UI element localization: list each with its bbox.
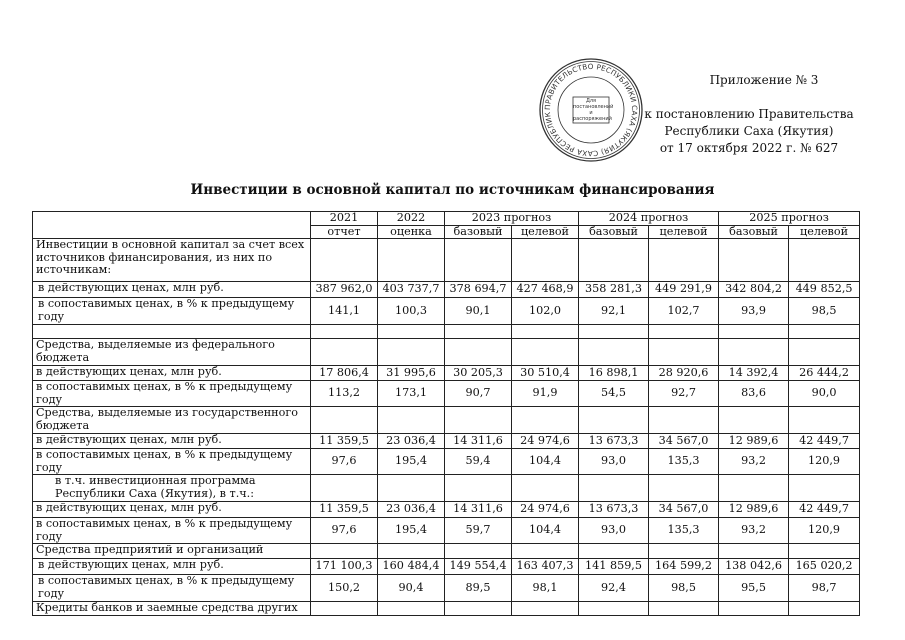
header-row-years	[33, 212, 860, 226]
value-cell: 28 920,6	[649, 366, 719, 381]
value-cell: 98,5	[649, 575, 719, 602]
official-seal	[538, 57, 644, 163]
value-cell	[311, 325, 378, 339]
value-cell: 104,4	[512, 518, 579, 544]
header-report: отчет	[311, 225, 378, 239]
value-cell: 98,1	[512, 575, 579, 602]
value-cell: 98,7	[789, 575, 860, 602]
table-row	[33, 282, 860, 298]
table-row	[33, 449, 860, 475]
value-cell	[378, 325, 445, 339]
value-cell	[719, 339, 789, 366]
value-cell	[311, 239, 378, 282]
value-cell	[789, 407, 860, 434]
value-cell: 171 100,3	[311, 559, 378, 575]
header-2025: 2025 прогноз	[719, 212, 860, 226]
value-cell	[445, 407, 512, 434]
value-cell: 100,3	[378, 298, 445, 325]
value-cell	[378, 602, 445, 616]
header-target-2023: целевой	[512, 225, 579, 239]
value-cell: 26 444,2	[789, 366, 860, 381]
value-cell: 149 554,4	[445, 559, 512, 575]
value-cell: 92,7	[649, 381, 719, 407]
value-cell	[445, 239, 512, 282]
value-cell: 387 962,0	[311, 282, 378, 298]
value-cell	[649, 325, 719, 339]
row-label: Инвестиции в основной капитал за счет всех источников финансирования, из них по источникам:	[33, 239, 311, 282]
value-cell: 31 995,6	[378, 366, 445, 381]
value-cell	[445, 325, 512, 339]
value-cell	[378, 475, 445, 502]
value-cell: 104,4	[512, 449, 579, 475]
value-cell	[719, 475, 789, 502]
value-cell: 14 311,6	[445, 502, 512, 518]
document-title: Инвестиции в основной капитал по источникам финансирования	[190, 182, 715, 198]
value-cell: 141,1	[311, 298, 378, 325]
value-cell	[311, 475, 378, 502]
value-cell: 113,2	[311, 381, 378, 407]
value-cell	[789, 602, 860, 616]
table-row	[33, 434, 860, 449]
value-cell: 173,1	[378, 381, 445, 407]
appendix-republic: Республики Саха (Якутия)	[664, 124, 834, 138]
row-label: в действующих ценах, млн руб.	[33, 502, 311, 518]
value-cell: 135,3	[649, 518, 719, 544]
header-estimate: оценка	[378, 225, 445, 239]
value-cell	[789, 475, 860, 502]
value-cell: 160 484,4	[378, 559, 445, 575]
row-label: в т.ч. инвестиционная программа Республики Саха (Якутия), в т.ч.:	[33, 475, 311, 502]
value-cell	[311, 602, 378, 616]
value-cell: 102,0	[512, 298, 579, 325]
value-cell: 97,6	[311, 518, 378, 544]
header-target-2025: целевой	[789, 225, 860, 239]
value-cell: 120,9	[789, 449, 860, 475]
value-cell	[512, 407, 579, 434]
value-cell	[789, 239, 860, 282]
value-cell: 12 989,6	[719, 502, 789, 518]
value-cell	[512, 239, 579, 282]
value-cell: 83,6	[719, 381, 789, 407]
value-cell: 17 806,4	[311, 366, 378, 381]
value-cell	[789, 325, 860, 339]
table-row	[33, 602, 860, 616]
value-cell: 30 510,4	[512, 366, 579, 381]
value-cell	[719, 239, 789, 282]
value-cell	[311, 407, 378, 434]
row-label: в действующих ценах, млн руб.	[33, 559, 311, 575]
value-cell: 16 898,1	[579, 366, 649, 381]
value-cell	[512, 475, 579, 502]
value-cell	[649, 475, 719, 502]
value-cell: 358 281,3	[579, 282, 649, 298]
table-body	[33, 239, 860, 616]
table-row	[33, 559, 860, 575]
row-label: в сопоставимых ценах, в % к предыдущему году	[33, 449, 311, 475]
value-cell: 13 673,3	[579, 502, 649, 518]
value-cell: 93,2	[719, 449, 789, 475]
table-row	[33, 575, 860, 602]
value-cell	[579, 239, 649, 282]
value-cell: 98,5	[789, 298, 860, 325]
value-cell: 14 311,6	[445, 434, 512, 449]
value-cell: 93,0	[579, 449, 649, 475]
header-target-2024: целевой	[649, 225, 719, 239]
row-label	[33, 325, 311, 339]
value-cell: 135,3	[649, 449, 719, 475]
value-cell	[649, 544, 719, 559]
value-cell: 92,1	[579, 298, 649, 325]
value-cell: 93,0	[579, 518, 649, 544]
value-cell	[512, 325, 579, 339]
value-cell	[311, 544, 378, 559]
value-cell: 90,4	[378, 575, 445, 602]
value-cell: 91,9	[512, 381, 579, 407]
value-cell	[649, 407, 719, 434]
investment-table	[32, 211, 860, 616]
value-cell: 138 042,6	[719, 559, 789, 575]
value-cell	[579, 544, 649, 559]
value-cell	[378, 407, 445, 434]
value-cell	[719, 544, 789, 559]
header-2024: 2024 прогноз	[579, 212, 719, 226]
value-cell: 120,9	[789, 518, 860, 544]
row-label: в сопоставимых ценах, в % к предыдущему году	[33, 575, 311, 602]
table-row	[33, 366, 860, 381]
value-cell: 93,9	[719, 298, 789, 325]
value-cell: 92,4	[579, 575, 649, 602]
value-cell	[378, 544, 445, 559]
header-2022: 2022	[378, 212, 445, 226]
value-cell	[445, 602, 512, 616]
table-row	[33, 544, 860, 559]
appendix-note	[634, 72, 864, 157]
row-label: в сопоставимых ценах, в % к предыдущему году	[33, 381, 311, 407]
value-cell: 102,7	[649, 298, 719, 325]
value-cell: 90,7	[445, 381, 512, 407]
value-cell	[789, 544, 860, 559]
table-row	[33, 407, 860, 434]
table-row	[33, 518, 860, 544]
value-cell: 12 989,6	[719, 434, 789, 449]
value-cell: 90,1	[445, 298, 512, 325]
row-label: в сопоставимых ценах, в % к предыдущему году	[33, 518, 311, 544]
row-label: в действующих ценах, млн руб.	[33, 434, 311, 449]
value-cell: 89,5	[445, 575, 512, 602]
table-row	[33, 502, 860, 518]
value-cell: 427 468,9	[512, 282, 579, 298]
header-base-2024: базовый	[579, 225, 649, 239]
value-cell: 24 974,6	[512, 502, 579, 518]
seal-ring-text: ПРАВИТЕЛЬСТВО РЕСПУБЛИКИ САХА (ЯКУТИЯ) САХА РЕСПУБЛИК	[542, 61, 640, 159]
value-cell	[378, 239, 445, 282]
value-cell	[512, 339, 579, 366]
value-cell: 163 407,3	[512, 559, 579, 575]
header-2021: 2021	[311, 212, 378, 226]
value-cell: 378 694,7	[445, 282, 512, 298]
row-label: Средства, выделяемые из государственного бюджета	[33, 407, 311, 434]
value-cell: 11 359,5	[311, 434, 378, 449]
value-cell: 54,5	[579, 381, 649, 407]
row-label: Средства предприятий и организаций	[33, 544, 311, 559]
value-cell: 90,0	[789, 381, 860, 407]
value-cell: 403 737,7	[378, 282, 445, 298]
value-cell: 24 974,6	[512, 434, 579, 449]
value-cell: 141 859,5	[579, 559, 649, 575]
value-cell	[649, 339, 719, 366]
row-label: в сопоставимых ценах, в % к предыдущему году	[33, 298, 311, 325]
appendix-number: Приложение № 3	[709, 73, 819, 87]
row-label: в действующих ценах, млн руб.	[33, 366, 311, 381]
appendix-date: от 17 октября 2022 г. № 627	[659, 141, 839, 155]
value-cell: 342 804,2	[719, 282, 789, 298]
row-label: Средства, выделяемые из федерального бюджета	[33, 339, 311, 366]
value-cell: 42 449,7	[789, 434, 860, 449]
value-cell: 164 599,2	[649, 559, 719, 575]
header-2023: 2023 прогноз	[445, 212, 579, 226]
value-cell: 449 852,5	[789, 282, 860, 298]
value-cell: 97,6	[311, 449, 378, 475]
value-cell: 449 291,9	[649, 282, 719, 298]
value-cell	[445, 339, 512, 366]
value-cell: 23 036,4	[378, 434, 445, 449]
value-cell	[719, 602, 789, 616]
value-cell	[579, 339, 649, 366]
value-cell	[311, 339, 378, 366]
table-row	[33, 298, 860, 325]
value-cell: 195,4	[378, 518, 445, 544]
value-cell: 11 359,5	[311, 502, 378, 518]
value-cell	[719, 325, 789, 339]
row-label: в действующих ценах, млн руб.	[33, 282, 311, 298]
table-row	[33, 325, 860, 339]
value-cell	[512, 602, 579, 616]
value-cell: 14 392,4	[719, 366, 789, 381]
row-label: Кредиты банков и заемные средства других	[33, 602, 311, 616]
table-row	[33, 239, 860, 282]
value-cell	[789, 339, 860, 366]
value-cell	[719, 407, 789, 434]
value-cell	[579, 602, 649, 616]
value-cell	[579, 475, 649, 502]
value-cell	[579, 407, 649, 434]
value-cell: 34 567,0	[649, 502, 719, 518]
value-cell: 23 036,4	[378, 502, 445, 518]
table-row	[33, 475, 860, 502]
value-cell: 195,4	[378, 449, 445, 475]
value-cell: 93,2	[719, 518, 789, 544]
table-row	[33, 381, 860, 407]
value-cell: 59,7	[445, 518, 512, 544]
value-cell	[378, 339, 445, 366]
value-cell	[649, 602, 719, 616]
header-base-2023: базовый	[445, 225, 512, 239]
value-cell: 42 449,7	[789, 502, 860, 518]
table-row	[33, 339, 860, 366]
value-cell	[445, 544, 512, 559]
appendix-decree: к постановлению Правительства	[644, 107, 854, 121]
value-cell	[445, 475, 512, 502]
value-cell: 30 205,3	[445, 366, 512, 381]
value-cell	[579, 325, 649, 339]
seal-center-text: Для постановлений и распоряжений	[573, 98, 614, 122]
value-cell: 95,5	[719, 575, 789, 602]
value-cell: 34 567,0	[649, 434, 719, 449]
header-blank	[33, 212, 311, 239]
value-cell: 165 020,2	[789, 559, 860, 575]
value-cell	[649, 239, 719, 282]
value-cell	[512, 544, 579, 559]
value-cell: 13 673,3	[579, 434, 649, 449]
header-base-2025: базовый	[719, 225, 789, 239]
value-cell: 150,2	[311, 575, 378, 602]
value-cell: 59,4	[445, 449, 512, 475]
